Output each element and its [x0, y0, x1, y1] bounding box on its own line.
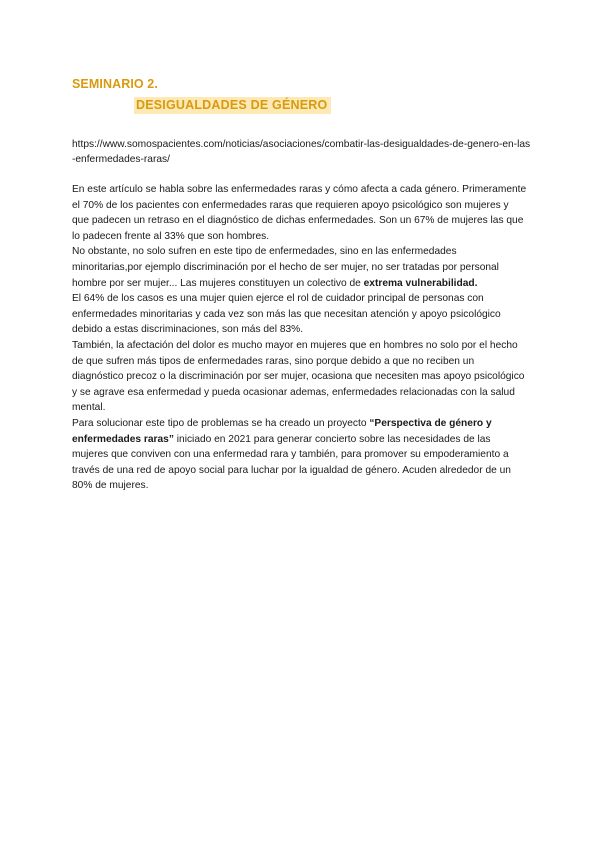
seminar-title: SEMINARIO 2. — [72, 77, 158, 91]
article-body — [72, 182, 528, 494]
paragraph-text: iniciado en 2021 para generar concierto sobre las necesidades de las mujeres que conviven con una enfermedad rara y también, para promover su empoderamiento a través de una red de apoyo social para luchar por la igualdad de género. Acuden alrededor de un 80% de mujeres. — [72, 433, 511, 492]
paragraph-caregivers: El 64% de los casos es una mujer quien ejerce el rol de cuidador principal de personas con enfermedades minoritarias y cada vez son más las que necesitan atención y apoyo psicológico debido a estas discriminaciones, son más del 83%. — [72, 293, 501, 336]
paragraph-text: Para solucionar este tipo de problemas se ha creado un proyecto — [72, 417, 370, 429]
paragraph-text: No obstante, no solo sufren en este tipo de enfermedades, sino en las enfermedades minoritarias,por ejemplo discriminación por el hecho de ser mujer, no ser tratadas por personal hombre por ser mujer... Las mujeres constituyen un colectivo de — [72, 246, 499, 289]
paragraph-intro: En este artículo se habla sobre las enfermedades raras y cómo afecta a cada género. Primeramente el 70% de los pacientes con enfermedades raras que requieren apoyo psicológico son mujeres y que padecen un retraso en el diagnóstico de dichas enfermedades. Son un 67% de mujeres las que lo padecen frente al 33% que son hombres. — [72, 184, 527, 242]
paragraph-project — [72, 416, 528, 494]
source-url[interactable]: https://www.somospacientes.com/noticias/asociaciones/combatir-las-desigualdades-de-genero-en-las-enfermedades-raras/ — [72, 139, 531, 165]
paragraph-pain: También, la afectación del dolor es mucho mayor en mujeres que en hombres no solo por el hecho de que sufren más tipos de enfermedades raras, sino porque debido a que no reciben un diagnóstico precoz o la discriminación por ser mujer, ocasiona que necesiten mas apoyo psicológico y se agrave esa enfermedad y pueda ocasionar ademas, enfermedades relacionadas con la salud mental. — [72, 339, 525, 414]
bold-project-name: “Perspectiva de género y enfermedades raras” — [72, 417, 492, 445]
document-subtitle: DESIGUALDADES DE GÉNERO — [134, 97, 331, 114]
bold-phrase: extrema vulnerabilidad. — [363, 277, 478, 289]
paragraph-discrimination — [72, 244, 528, 291]
